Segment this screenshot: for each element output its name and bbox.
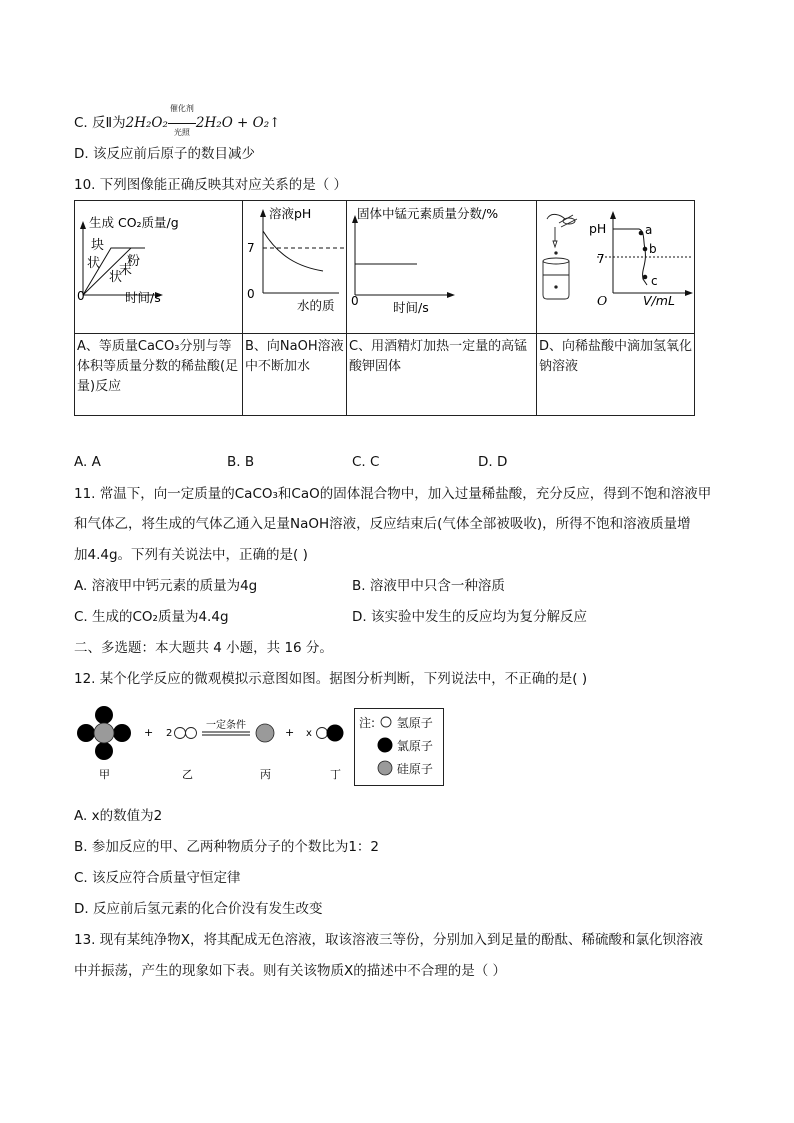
q9-formula-left: 2H₂O₂ — [125, 115, 168, 131]
q12-stem: 12. 某个化学反应的微观模拟示意图如图。据图分析判断，下列说法中，不正确的是( ) — [74, 671, 588, 687]
molecule-bing — [256, 724, 274, 742]
q9-option-d: D. 该反应前后原子的数目减少 — [74, 146, 255, 162]
q10-option-c: C. C — [352, 454, 380, 470]
reaction-condition: 一定条件 — [206, 720, 246, 731]
chlorine-atom-icon — [377, 737, 393, 753]
section-heading: 二、多选题：本大题共 4 小题，共 16 分。 — [74, 640, 333, 656]
q12-option-b: B. 参加反应的甲、乙两种物质分子的个数比为1：2 — [74, 839, 380, 855]
graph-d-ylabel: pH — [589, 221, 607, 236]
caption-a: A、等质量CaCO₃分别与等体积等质量分数的稀盐酸(足量)反应 — [75, 334, 243, 416]
graph-a-cell — [75, 201, 243, 334]
q12-reaction-diagram — [72, 706, 352, 782]
q11-stem-line2: 和气体乙，将生成的气体乙通入足量NaOH溶液，反应结束后(气体全部被吸收)，所得不饱和溶液质量增 — [74, 516, 691, 532]
graph-a-curve1-label-1: 块 — [91, 238, 105, 253]
q12-option-a: A. x的数值为2 — [74, 808, 163, 824]
graph-d — [537, 201, 694, 329]
graph-b-tick-7: 7 — [247, 241, 255, 255]
graph-a-curve2-label-1: 粉 — [127, 254, 141, 269]
graph-a-ylabel: 生成 CO₂质量/g — [89, 215, 179, 230]
q10-option-a: A. A — [74, 454, 101, 470]
q9-formula-right: 2H₂O + O₂↑ — [195, 115, 281, 131]
q10-stem: 10. 下列图像能正确反映其对应关系的是（ ） — [74, 177, 348, 193]
label-bing: 丙 — [260, 768, 271, 781]
q11-option-d: D. 该实验中发生的反应均为复分解反应 — [352, 609, 587, 625]
q13-stem-line1: 13. 现有某纯净物X，将其配成无色溶液，取该溶液三等份，分别加入到足量的酚酞、稀硫酸和氯化钡溶液 — [74, 932, 704, 948]
graph-c — [347, 201, 536, 329]
graph-a-curve1-label-2: 状 — [87, 256, 101, 271]
molecule-jia — [77, 706, 131, 760]
label-jia: 甲 — [99, 768, 110, 781]
label-yi: 乙 — [182, 768, 193, 781]
dropper-beaker-illustration — [543, 214, 577, 299]
q10-graph-table — [74, 200, 695, 416]
molecule-ding — [317, 725, 344, 742]
graph-b-origin: 0 — [247, 287, 255, 301]
graph-c-ylabel: 固体中锰元素质量分数/% — [357, 206, 499, 221]
plus-1: + — [144, 726, 154, 739]
q11-option-c: C. 生成的CO₂质量为4.4g — [74, 609, 229, 625]
graph-b-xlabel: 水的质 — [297, 298, 335, 313]
q10-option-b: B. B — [227, 454, 255, 470]
graph-d-point-b: b — [649, 242, 657, 256]
graph-a — [75, 201, 242, 329]
legend-row-si: 硅原子 — [377, 760, 433, 777]
q11-option-a: A. 溶液甲中钙元素的质量为4g — [74, 578, 258, 594]
graph-d-point-a: a — [645, 223, 653, 237]
plus-2: + — [285, 726, 295, 739]
q11-stem-line3: 加4.4g。下列有关说法中，正确的是( ) — [74, 547, 308, 563]
coefficient-x: x — [306, 728, 312, 739]
graph-a-curve2-label-2: 末 — [119, 263, 133, 278]
caption-c: C、用酒精灯加热一定量的高锰酸钾固体 — [347, 334, 537, 416]
graph-d-cell — [537, 201, 695, 334]
legend-row-cl: 氯原子 — [377, 737, 433, 754]
graph-b-ylabel: 溶液pH — [269, 206, 312, 221]
coefficient-2: 2 — [166, 728, 173, 739]
q12-option-c: C. 该反应符合质量守恒定律 — [74, 870, 241, 886]
graph-b — [243, 201, 346, 329]
q11-stem-line1: 11. 常温下，向一定质量的CaCO₃和CaO的固体混合物中，加入过量稀盐酸，充分反应，得到不饱和溶液甲 — [74, 486, 712, 502]
q9-reaction-condition: 催化剂 光照 — [169, 104, 194, 137]
graph-d-point-c: c — [651, 274, 658, 288]
graph-c-origin: 0 — [351, 294, 359, 308]
legend-row-h: 注: 氢原子 — [359, 716, 433, 730]
q12-legend — [354, 708, 444, 786]
graph-a-xlabel: 时间/s — [125, 290, 161, 305]
hydrogen-atom-icon — [379, 716, 393, 728]
label-ding: 丁 — [330, 768, 341, 781]
graph-d-origin: O — [597, 293, 608, 308]
graph-d-tick-7: 7 — [597, 252, 605, 266]
q10-option-d: D. D — [478, 454, 508, 470]
graph-a-origin: 0 — [77, 289, 85, 303]
graph-c-cell — [347, 201, 537, 334]
graph-b-cell — [243, 201, 347, 334]
graph-c-xlabel: 时间/s — [393, 300, 429, 315]
caption-b: B、向NaOH溶液中不断加水 — [243, 334, 347, 416]
q12-option-d: D. 反应前后氢元素的化合价没有发生改变 — [74, 901, 323, 917]
q11-option-b: B. 溶液甲中只含一种溶质 — [352, 578, 505, 594]
graph-a-curve2-label-3: 状 — [109, 270, 123, 285]
caption-d: D、向稀盐酸中滴加氢氧化钠溶液 — [537, 334, 695, 416]
q9-option-c: C. 反Ⅱ为2H₂O₂ 催化剂 光照 2H₂O + O₂↑ — [74, 104, 281, 137]
graph-d-xlabel: V/mL — [643, 293, 675, 308]
molecule-yi — [175, 728, 197, 739]
silicon-atom-icon — [377, 760, 393, 776]
q13-stem-line2: 中并振荡，产生的现象如下表。则有关该物质X的描述中不合理的是（ ） — [74, 963, 507, 979]
